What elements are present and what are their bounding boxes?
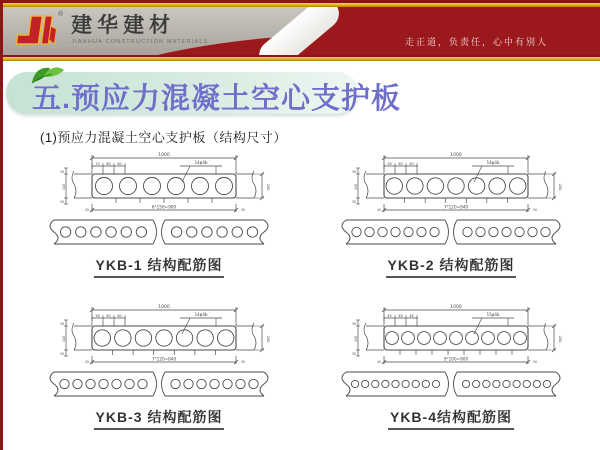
svg-text:140: 140 bbox=[62, 183, 66, 191]
svg-text:1000: 1000 bbox=[158, 153, 170, 158]
svg-text:1000: 1000 bbox=[450, 305, 462, 310]
svg-text:56: 56 bbox=[95, 313, 100, 318]
company-name-english: JIANHUA CONSTRUCTION MATERIALS bbox=[71, 39, 209, 45]
svg-text:15φ4b: 15φ4b bbox=[486, 312, 500, 318]
svg-text:60: 60 bbox=[409, 161, 414, 166]
section-subtitle: (1)预应力混凝土空心支护板（结构尺寸） bbox=[40, 130, 287, 145]
ykb-4-caption: YKB-4结构配筋图 bbox=[388, 407, 514, 430]
svg-text:14φ4b: 14φ4b bbox=[486, 160, 500, 166]
svg-text:14φ4b: 14φ4b bbox=[194, 312, 208, 318]
svg-text:48: 48 bbox=[398, 313, 403, 318]
header-band bbox=[0, 7, 600, 55]
left-border-stripe bbox=[0, 0, 3, 450]
diagram-cell-ykb-3 bbox=[30, 298, 288, 430]
svg-text:140: 140 bbox=[62, 335, 66, 343]
svg-text:200: 200 bbox=[558, 335, 562, 343]
svg-text:30: 30 bbox=[351, 170, 356, 174]
svg-text:140: 140 bbox=[354, 335, 358, 343]
ykb-3-drawing bbox=[30, 298, 288, 404]
svg-text:56: 56 bbox=[387, 161, 392, 166]
svg-text:7*120=840: 7*120=840 bbox=[151, 356, 177, 362]
svg-text:60: 60 bbox=[106, 313, 111, 318]
svg-text:80: 80 bbox=[117, 161, 122, 166]
svg-text:50: 50 bbox=[240, 208, 246, 212]
svg-text:200: 200 bbox=[266, 335, 270, 343]
svg-text:60: 60 bbox=[117, 313, 122, 318]
svg-text:1000: 1000 bbox=[450, 153, 462, 158]
svg-text:30: 30 bbox=[59, 322, 64, 326]
ykb-3-caption: YKB-3 结构配筋图 bbox=[94, 407, 225, 430]
svg-text:70: 70 bbox=[95, 161, 100, 166]
page-title: 五.预应力混凝土空心支护板 bbox=[32, 83, 402, 115]
svg-text:1000: 1000 bbox=[158, 305, 170, 310]
svg-text:30: 30 bbox=[351, 200, 356, 204]
svg-text:45: 45 bbox=[84, 360, 90, 364]
ykb-1-caption: YKB-1 结构配筋图 bbox=[94, 255, 225, 278]
svg-text:200: 200 bbox=[266, 183, 270, 191]
svg-text:140: 140 bbox=[354, 183, 358, 191]
svg-text:200: 200 bbox=[558, 183, 562, 191]
company-logo bbox=[12, 11, 209, 51]
svg-text:30: 30 bbox=[351, 352, 356, 356]
ykb-2-drawing bbox=[322, 146, 580, 252]
header bbox=[0, 0, 600, 61]
svg-text:60: 60 bbox=[398, 161, 403, 166]
company-name: 建华建材 bbox=[71, 14, 176, 37]
svg-text:9*100=900: 9*100=900 bbox=[443, 356, 469, 362]
svg-text:50: 50 bbox=[532, 360, 538, 364]
diagram-cell-ykb-2 bbox=[322, 146, 580, 278]
svg-text:45: 45 bbox=[387, 313, 392, 318]
svg-text:7*120=840: 7*120=840 bbox=[443, 204, 469, 210]
svg-text:50: 50 bbox=[532, 208, 538, 212]
svg-text:14φ4b: 14φ4b bbox=[194, 160, 208, 166]
title-banner bbox=[6, 72, 402, 115]
diagram-cell-ykb-4 bbox=[322, 298, 580, 430]
svg-text:80: 80 bbox=[106, 161, 111, 166]
registered-trademark: ® bbox=[58, 11, 64, 18]
jianhua-logo-icon bbox=[12, 11, 58, 51]
svg-text:30: 30 bbox=[59, 352, 64, 356]
ykb-4-drawing bbox=[322, 298, 580, 404]
ykb-2-caption: YKB-2 结构配筋图 bbox=[386, 255, 517, 278]
header-bottom-gold-line bbox=[0, 57, 600, 61]
company-slogan: 走正道，负责任，心中有别人 bbox=[404, 37, 548, 47]
svg-text:45: 45 bbox=[376, 208, 382, 212]
diagram-cell-ykb-1 bbox=[30, 146, 288, 278]
svg-text:30: 30 bbox=[59, 200, 64, 204]
svg-text:30: 30 bbox=[351, 322, 356, 326]
svg-text:45: 45 bbox=[84, 208, 90, 212]
svg-text:30: 30 bbox=[59, 170, 64, 174]
ykb-1-drawing bbox=[30, 146, 288, 252]
logo-text-block bbox=[71, 11, 208, 45]
svg-text:6*150=900: 6*150=900 bbox=[151, 204, 177, 210]
svg-text:48: 48 bbox=[409, 313, 414, 318]
svg-text:50: 50 bbox=[240, 360, 246, 364]
svg-text:45: 45 bbox=[376, 360, 382, 364]
